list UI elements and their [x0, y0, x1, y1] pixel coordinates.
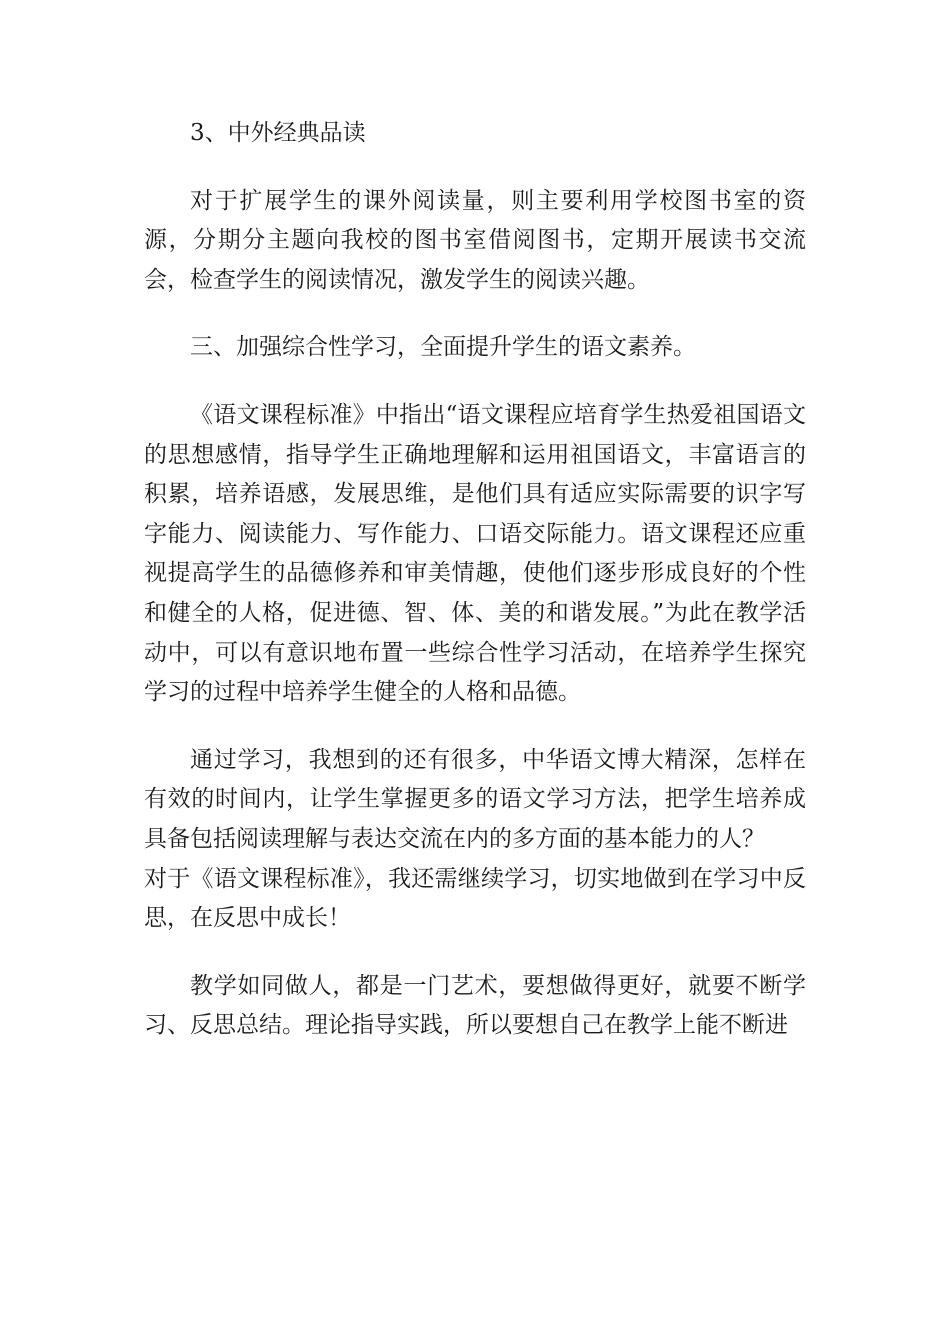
paragraph-continue-learning: 对于《语文课程标准》，我还需继续学习，切实地做到在学习中反思，在反思中成长！ — [144, 865, 806, 932]
paragraph-through-learning: 通过学习，我想到的还有很多，中华语文博大精深，怎样在有效的时间内，让学生掌握更多的语文学习方法，把学生培养成具备包括阅读理解与表达交流在内的多方面的基本能力的人？ — [144, 746, 806, 852]
document-body — [144, 114, 806, 1074]
paragraph-extracurricular-reading: 对于扩展学生的课外阅读量，则主要利用学校图书室的资源，分期分主题向我校的图书室借阅图书，定期开展读书交流会，检查学生的阅读情况，激发学生的阅读兴趣。 — [144, 187, 806, 293]
section-heading-classic-reading: 3、中外经典品读 — [190, 120, 366, 146]
paragraph-curriculum-standard: 《语文课程标准》中指出“语文课程应培育学生热爱祖国语文的思想感情，指导学生正确地理解和运用祖国语文，丰富语言的积累，培养语感，发展思维，是他们具有适应实际需要的识字写字能力、阅读能力、写作能力、口语交际能力。语文课程还应重视提高学生的品德修养和审美情趣，使他们逐步形成良好的个性和健全的人格，促进德、智、体、美的和谐发展。”为此在教学活动中，可以有意识地布置一些综合性学习活动，在培养学生探究学习的过程中培养学生健全的人格和品德。 — [144, 401, 806, 706]
paragraph-teaching-art: 教学如同做人，都是一门艺术，要想做得更好，就要不断学习、反思总结。理论指导实践，所以要想自己在教学上能不断进 — [144, 972, 806, 1039]
section-heading-comprehensive-learning: 三、加强综合性学习，全面提升学生的语文素养。 — [190, 334, 696, 361]
